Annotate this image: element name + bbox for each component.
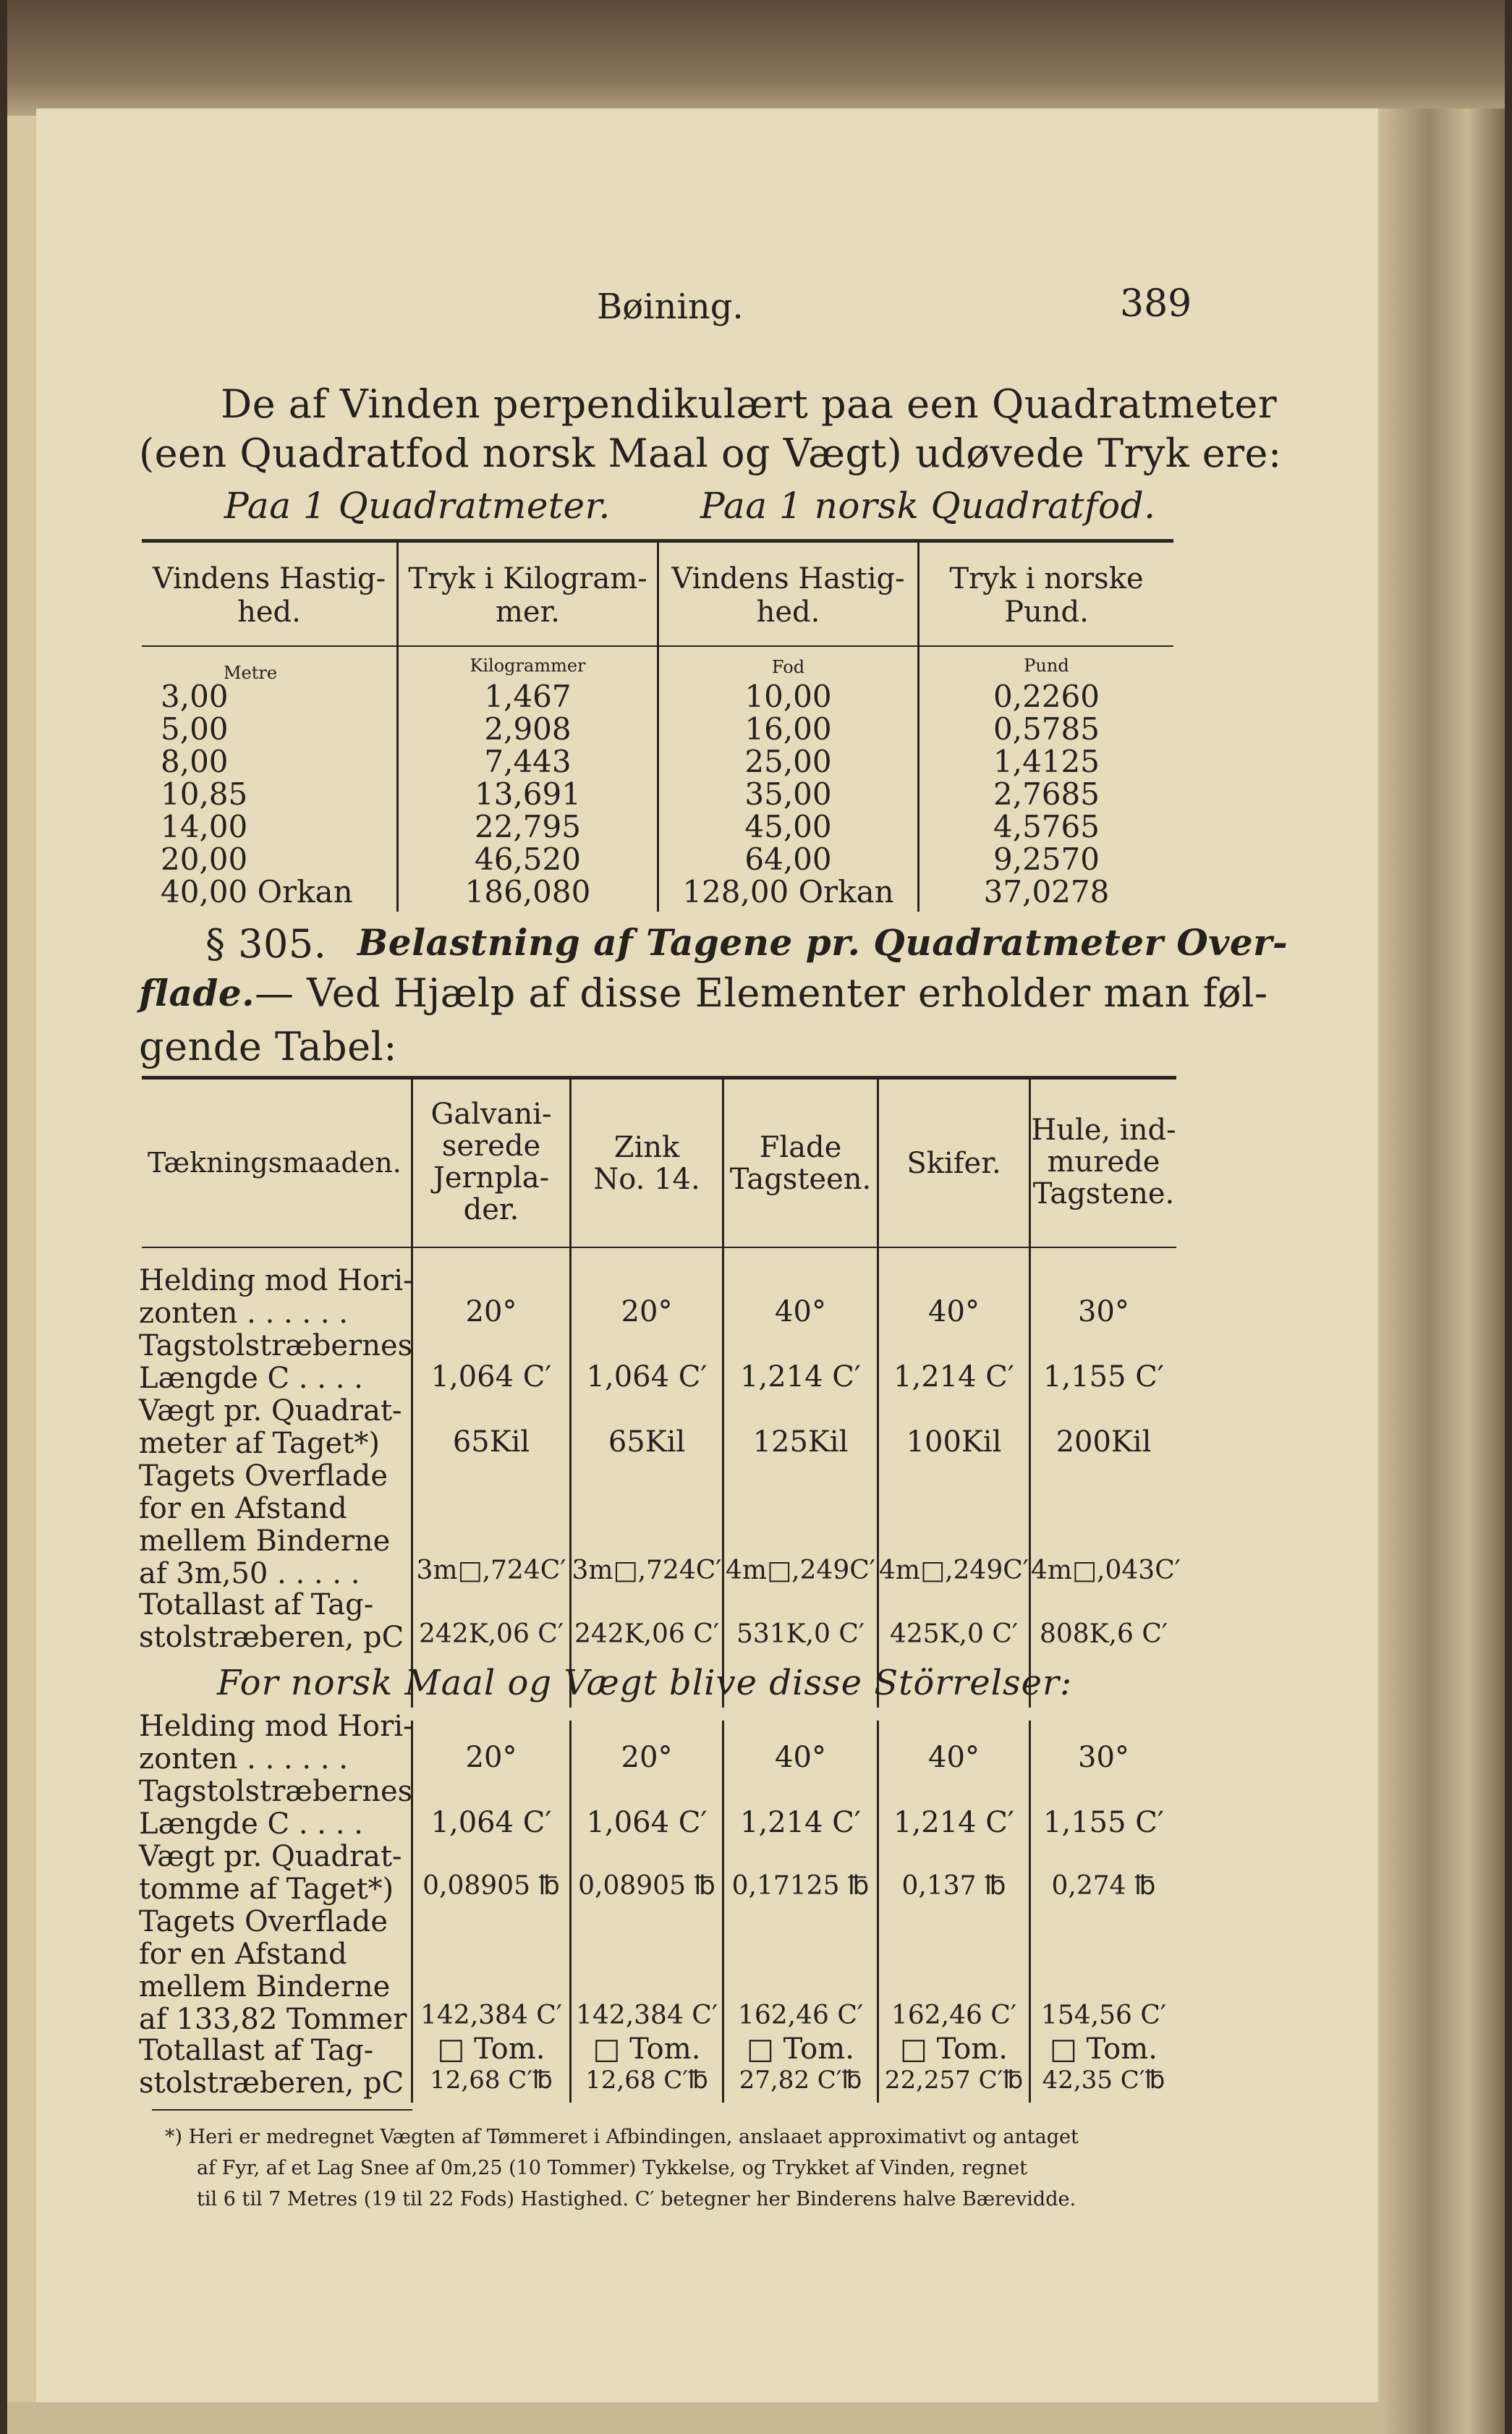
roof-header-4: Skifer. xyxy=(906,1147,1001,1180)
cell: □ Tom. xyxy=(747,2032,854,2066)
cell: 27,82 C′℔ xyxy=(739,2066,862,2095)
cell: 4m□,249C′ xyxy=(879,1556,1029,1585)
label-b-laengde: Tagstolstræbernes Længde C . . . . xyxy=(139,1775,413,1841)
section-text-3: gende Tabel: xyxy=(139,1024,397,1069)
cell: 0,274 ℔ xyxy=(1051,1871,1156,1901)
norsk-subheading: For norsk Maal og Vægt blive disse Störrelser: xyxy=(217,1663,1073,1703)
page-top-edge xyxy=(7,0,1505,116)
label-b-helding: Helding mod Hori- zonten . . . . . . xyxy=(139,1710,413,1776)
cell: 531K,0 C′ xyxy=(736,1619,865,1649)
cell: 1,214 C′ xyxy=(740,1806,861,1839)
cell: 20° xyxy=(465,1741,517,1774)
footnote-line-2: af Fyr, af et Lag Snee af 0m,25 (10 Tommer) Tykkelse, og Trykket af Vinden, regnet xyxy=(197,2157,1027,2179)
label-a-overflade: Tagets Overflade for en Afstand mellem Binderne af 3m,50 . . . . . xyxy=(139,1459,391,1590)
cell: 3m□,724C′ xyxy=(572,1556,722,1585)
cell: 40° xyxy=(928,1295,980,1328)
wind-header-4b: Pund. xyxy=(1004,595,1089,629)
roof-header-5: Hule, ind- murede Tagstene. xyxy=(1031,1114,1176,1210)
wind-header-2a: Tryk i Kilogram- xyxy=(408,562,647,595)
running-header: Bøining. xyxy=(597,287,744,327)
cell: 1,155 C′ xyxy=(1043,1806,1164,1839)
cell: 4m□,249C′ xyxy=(726,1556,875,1585)
wind-col-kilogram: 1,467 2,908 7,443 13,691 22,795 46,520 186,080 xyxy=(464,679,591,909)
cell: 40° xyxy=(775,1295,826,1328)
section-number: § 305. xyxy=(205,921,327,967)
book-fore-edge xyxy=(1378,109,1505,2434)
cell: 0,08905 ℔ xyxy=(422,1871,560,1901)
page-number: 389 xyxy=(1120,282,1192,326)
cell: 142,384 C′ xyxy=(575,2001,718,2030)
cell: 1,155 C′ xyxy=(1043,1360,1164,1394)
wind-col-fod: 10,00 16,00 25,00 35,00 45,00 64,00 128,00 Orkan xyxy=(682,679,894,909)
intro-line-2: (een Quadratfod norsk Maal og Vægt) udøvede Tryk ere: xyxy=(139,431,1282,476)
cell: 100Kil xyxy=(906,1425,1002,1459)
wind-header-3b: hed. xyxy=(756,595,820,629)
cell: 1,214 C′ xyxy=(740,1360,861,1394)
wind-header-1b: hed. xyxy=(237,595,301,629)
cell: 30° xyxy=(1078,1741,1129,1774)
cell: 1,064 C′ xyxy=(430,1360,552,1394)
cell: □ Tom. xyxy=(900,2032,1008,2066)
roof-header-0: Tækningsmaaden. xyxy=(148,1147,402,1179)
cell: 242K,06 C′ xyxy=(418,1619,564,1649)
label-a-vaegt: Vægt pr. Quadrat- meter af Taget*) xyxy=(139,1394,402,1460)
cell: 1,214 C′ xyxy=(893,1806,1014,1839)
label-a-totallast: Totallast af Tag- stolstræberen, pC xyxy=(139,1588,404,1654)
cell: 20° xyxy=(465,1295,517,1328)
cell: 0,08905 ℔ xyxy=(578,1871,715,1901)
cell: 22,257 C′℔ xyxy=(884,2066,1024,2095)
cell: 1,214 C′ xyxy=(893,1360,1014,1394)
unit-metre: Metre xyxy=(223,663,278,683)
section-title-2: flade. xyxy=(139,972,255,1014)
cell: 20° xyxy=(621,1295,673,1328)
cell: 12,68 C′℔ xyxy=(430,2066,553,2095)
page-bottom-edge xyxy=(7,2402,1382,2434)
footnote-rule xyxy=(152,2109,412,2111)
cell: 1,064 C′ xyxy=(430,1806,552,1839)
cell: 30° xyxy=(1078,1295,1129,1328)
roof-header-2: Zink No. 14. xyxy=(593,1131,700,1196)
intro-line-1: De af Vinden perpendikulært paa een Quadratmeter xyxy=(221,381,1278,427)
cell: □ Tom. xyxy=(1050,2032,1158,2066)
cell: □ Tom. xyxy=(593,2032,701,2066)
roof-header-1: Galvani- serede Jernpla- der. xyxy=(430,1098,552,1226)
cell: 200Kil xyxy=(1056,1425,1152,1459)
label-b-overflade: Tagets Overflade for en Afstand mellem Binderne af 133,82 Tommer xyxy=(139,1905,407,2036)
cell: 425K,0 C′ xyxy=(889,1619,1019,1649)
cell: 4m□,043C′ xyxy=(1031,1556,1181,1585)
wind-header-4a: Tryk i norske xyxy=(949,562,1144,595)
cell: 142,384 C′ xyxy=(420,2001,563,2030)
wind-col-pund: 0,2260 0,5785 1,4125 2,7685 4,5765 9,2570 37,0278 xyxy=(983,679,1110,909)
section-title-1: Belastning af Tagene pr. Quadratmeter Over- xyxy=(357,921,1288,964)
cell: 65Kil xyxy=(452,1425,530,1459)
cell: 154,56 C′ xyxy=(1040,2001,1167,2030)
footnote-line-1: *) Heri er medregnet Vægten af Tømmeret i Afbindingen, anslaaet approximativt og antaget xyxy=(165,2126,1079,2148)
unit-pund: Pund xyxy=(1024,656,1069,676)
subtitle-right: Paa 1 norsk Quadratfod. xyxy=(700,485,1156,527)
wind-header-1a: Vindens Hastig- xyxy=(152,562,386,595)
cell: 125Kil xyxy=(752,1425,849,1459)
cell: 162,46 C′ xyxy=(737,2001,864,2030)
roof-table-header-rule xyxy=(142,1247,1176,1248)
label-a-laengde: Tagstolstræbernes Længde C . . . . xyxy=(139,1329,413,1395)
cell: 42,35 C′℔ xyxy=(1042,2066,1165,2095)
label-a-helding: Helding mod Hori- zonten . . . . . . xyxy=(139,1264,413,1330)
cell: 12,68 C′℔ xyxy=(585,2066,708,2095)
cell: 0,17125 ℔ xyxy=(731,1871,870,1901)
unit-kilogram: Kilogrammer xyxy=(470,656,586,676)
cell: 162,46 C′ xyxy=(891,2001,1017,2030)
unit-fod: Fod xyxy=(771,657,805,677)
wind-header-3a: Vindens Hastig- xyxy=(671,562,905,595)
footnote-line-3: til 6 til 7 Metres (19 til 22 Fods) Hastighed. C′ betegner her Binderens halve Bærevidde. xyxy=(197,2188,1076,2210)
cell: 0,137 ℔ xyxy=(901,1871,1006,1901)
cell: □ Tom. xyxy=(437,2032,545,2066)
subtitle-left: Paa 1 Quadratmeter. xyxy=(224,485,611,527)
cell: 1,064 C′ xyxy=(586,1806,708,1839)
label-b-totallast: Totallast af Tag- stolstræberen, pC xyxy=(139,2034,404,2100)
cell: 40° xyxy=(928,1741,980,1774)
section-text-2: — Ved Hjælp af disse Elementer erholder man føl- xyxy=(255,970,1268,1016)
cell: 20° xyxy=(621,1741,673,1774)
cell: 40° xyxy=(775,1741,826,1774)
cell: 65Kil xyxy=(608,1425,686,1459)
cell: 3m□,724C′ xyxy=(416,1556,566,1585)
roof-header-3: Flade Tagsteen. xyxy=(729,1131,872,1196)
cell: 242K,06 C′ xyxy=(574,1619,720,1649)
label-b-vaegt: Vægt pr. Quadrat- tomme af Taget*) xyxy=(139,1840,402,1906)
wind-col-metre: 3,00 5,00 8,00 10,85 14,00 20,00 40,00 Orkan xyxy=(161,679,353,909)
cell: 808K,6 C′ xyxy=(1039,1619,1168,1649)
cell: 1,064 C′ xyxy=(586,1360,708,1394)
roof-table-top-rule xyxy=(142,1076,1176,1080)
wind-header-2b: mer. xyxy=(495,595,561,629)
